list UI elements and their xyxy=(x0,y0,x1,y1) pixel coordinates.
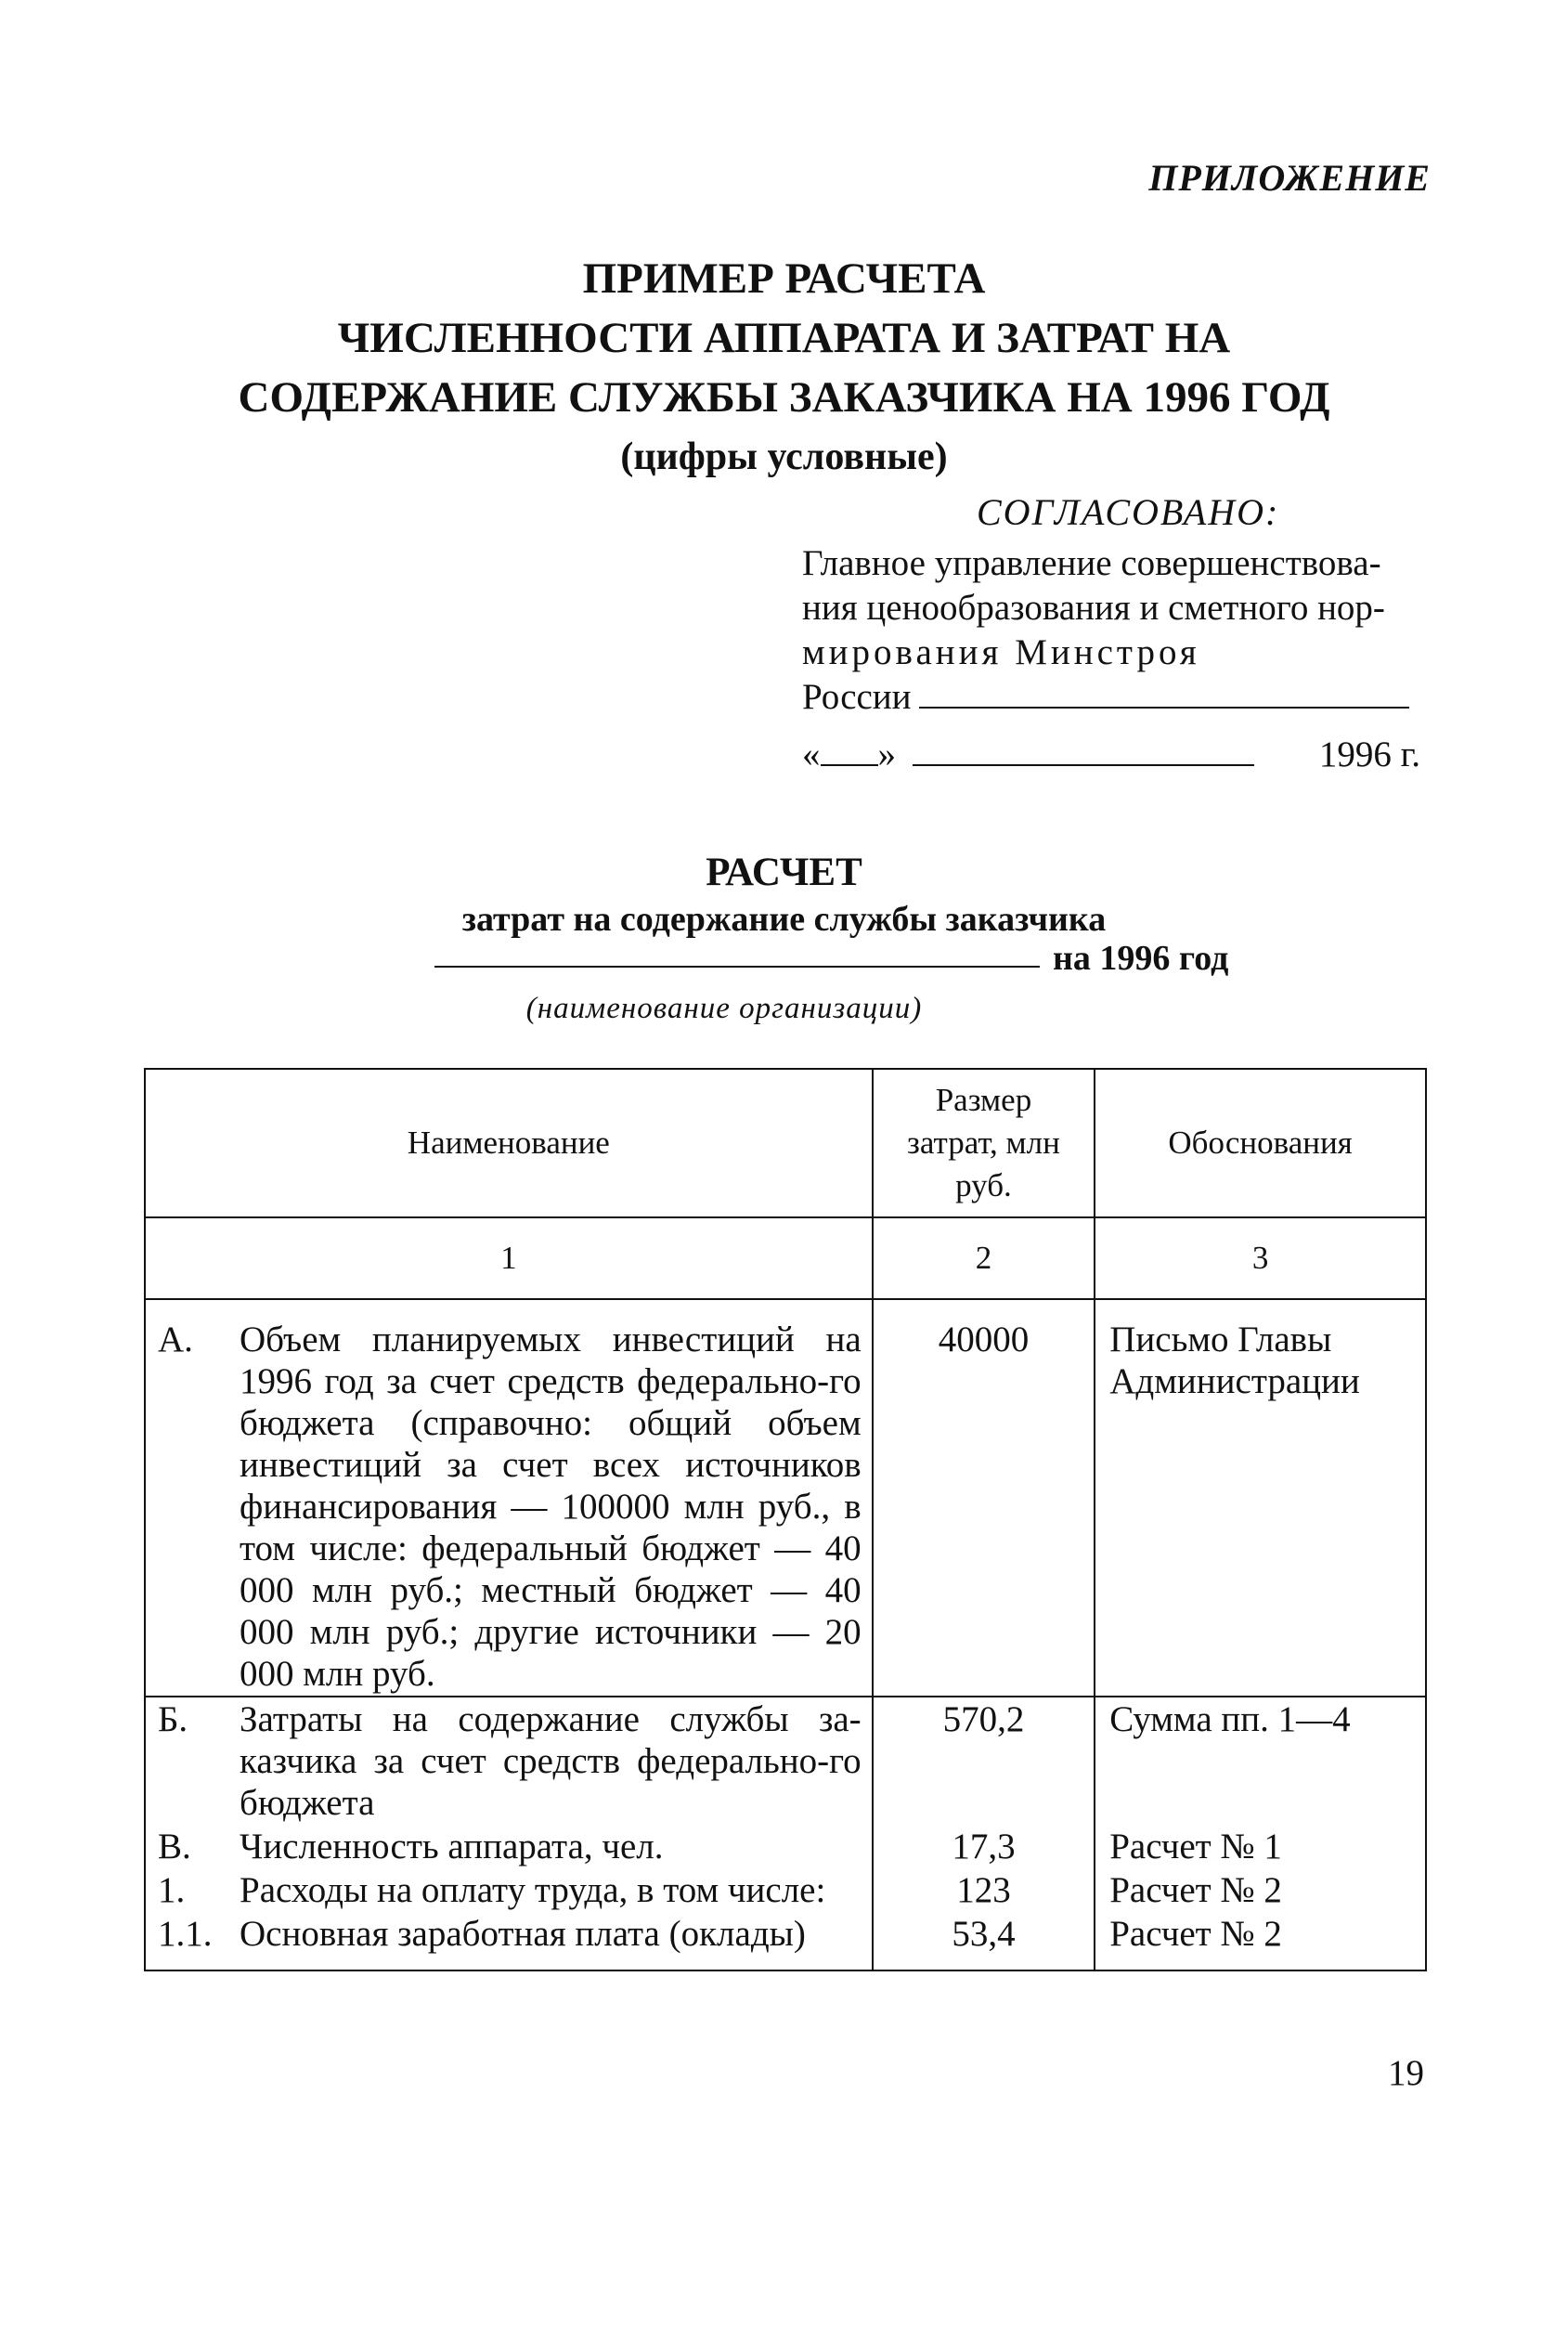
approver-line-3: мирования Минстроя xyxy=(802,632,1200,672)
header-name: Наименование xyxy=(145,1069,873,1217)
title-line-2: ЧИСЛЕННОСТИ АППАРАТА И ЗАТРАТ НА xyxy=(337,314,1231,362)
approval-label: СОГЛАСОВАНО: xyxy=(977,491,1280,533)
row-code: 1. xyxy=(158,1870,186,1910)
row-basis: Расчет № 1 xyxy=(1109,1827,1282,1866)
calc-year: на 1996 год xyxy=(1053,939,1229,978)
row-name-cell xyxy=(145,1825,873,1868)
organization-blank xyxy=(434,966,1040,968)
approver-country: России xyxy=(802,677,912,717)
row-value-cell xyxy=(873,1299,1095,1697)
table-row xyxy=(145,1912,1426,1970)
table-header-row xyxy=(145,1069,1426,1217)
organization-caption: (наименование организации) xyxy=(525,992,923,1025)
header-cost xyxy=(873,1069,1095,1217)
row-basis-cell xyxy=(1095,1912,1426,1970)
table-row xyxy=(145,1868,1426,1912)
day-blank xyxy=(821,736,878,766)
header-cost-line-3: руб. xyxy=(955,1167,1012,1203)
row-code: А. xyxy=(158,1320,193,1359)
approver-line-1: Главное управление совершенствова- xyxy=(802,543,1381,583)
row-value-cell xyxy=(873,1697,1095,1825)
column-number-row xyxy=(145,1217,1426,1299)
document-title xyxy=(0,249,1568,487)
cost-table xyxy=(144,1068,1427,1971)
row-basis-cell xyxy=(1095,1868,1426,1912)
page-number: 19 xyxy=(1388,2053,1424,2093)
row-text: Основная заработная плата (оклады) xyxy=(240,1914,806,1954)
row-text: Объем планируемых инвестиций на 1996 год за счет средств федерально-го бюджета (справочно: общий объем инвестиций за счет всех источников финансирования — 100000 млн руб., в том числе: федеральный бюджет — 40 000 млн руб.; местный бюджет — 40 000 млн руб.; другие источники — 20 000 млн руб. xyxy=(240,1320,862,1694)
table-row xyxy=(145,1299,1426,1697)
title-line-3: СОДЕРЖАНИЕ СЛУЖБЫ ЗАКАЗЧИКА НА 1996 ГОД xyxy=(238,373,1330,422)
header-cost-line-2: затрат, млн xyxy=(907,1125,1060,1161)
row-value-cell xyxy=(873,1868,1095,1912)
row-basis-cell xyxy=(1095,1825,1426,1868)
row-basis: Расчет № 2 xyxy=(1109,1914,1282,1954)
approver-block xyxy=(802,541,1433,720)
row-basis: Письмо Главы Администрации xyxy=(1109,1320,1360,1401)
calc-subtitle: затрат на содержание службы заказчика xyxy=(461,900,1107,939)
row-value: 570,2 xyxy=(942,1699,1025,1739)
header-basis: Обоснования xyxy=(1095,1069,1426,1217)
signature-blank xyxy=(919,679,1409,709)
date-quote-close: » xyxy=(877,735,896,774)
row-value-cell xyxy=(873,1825,1095,1868)
row-value: 40000 xyxy=(938,1320,1030,1359)
approval-year: 1996 г. xyxy=(1318,735,1420,774)
row-basis-cell xyxy=(1095,1697,1426,1825)
month-blank xyxy=(913,736,1254,766)
row-name-cell xyxy=(145,1912,873,1970)
date-quote-open: « xyxy=(802,735,821,774)
row-text: Расходы на оплату труда, в том числе: xyxy=(240,1870,826,1910)
row-code: В. xyxy=(158,1827,191,1866)
approver-line-4 xyxy=(802,675,1433,720)
row-value: 17,3 xyxy=(952,1827,1016,1866)
row-value-cell xyxy=(873,1912,1095,1970)
row-basis-cell xyxy=(1095,1299,1426,1697)
row-value: 123 xyxy=(956,1870,1011,1910)
approval-date-row xyxy=(802,734,1439,775)
approver-line-2: ния ценообразования и сметного нор- xyxy=(802,588,1385,628)
row-text: Численность аппарата, чел. xyxy=(240,1827,664,1866)
column-number: 3 xyxy=(1095,1217,1426,1299)
column-number: 1 xyxy=(145,1217,873,1299)
table-row xyxy=(145,1697,1426,1825)
row-code: Б. xyxy=(158,1699,188,1739)
row-name-cell xyxy=(145,1868,873,1912)
calc-title: РАСЧЕТ xyxy=(706,851,862,894)
row-name-cell xyxy=(145,1697,873,1825)
table-row xyxy=(145,1825,1426,1868)
row-code: 1.1. xyxy=(158,1914,213,1954)
header-cost-line-1: Размер xyxy=(935,1082,1032,1118)
appendix-label: ПРИЛОЖЕНИЕ xyxy=(1148,157,1431,199)
row-text: Затраты на содержание службы за-казчика за счет средств федерально-го бюджета xyxy=(240,1699,862,1823)
title-line-1: ПРИМЕР РАСЧЕТА xyxy=(582,254,986,303)
row-value: 53,4 xyxy=(952,1914,1016,1954)
row-basis: Расчет № 2 xyxy=(1109,1870,1282,1910)
title-note: (цифры условные) xyxy=(620,436,948,478)
column-number: 2 xyxy=(873,1217,1095,1299)
row-basis: Сумма пп. 1—4 xyxy=(1109,1699,1351,1739)
row-name-cell xyxy=(145,1299,873,1697)
